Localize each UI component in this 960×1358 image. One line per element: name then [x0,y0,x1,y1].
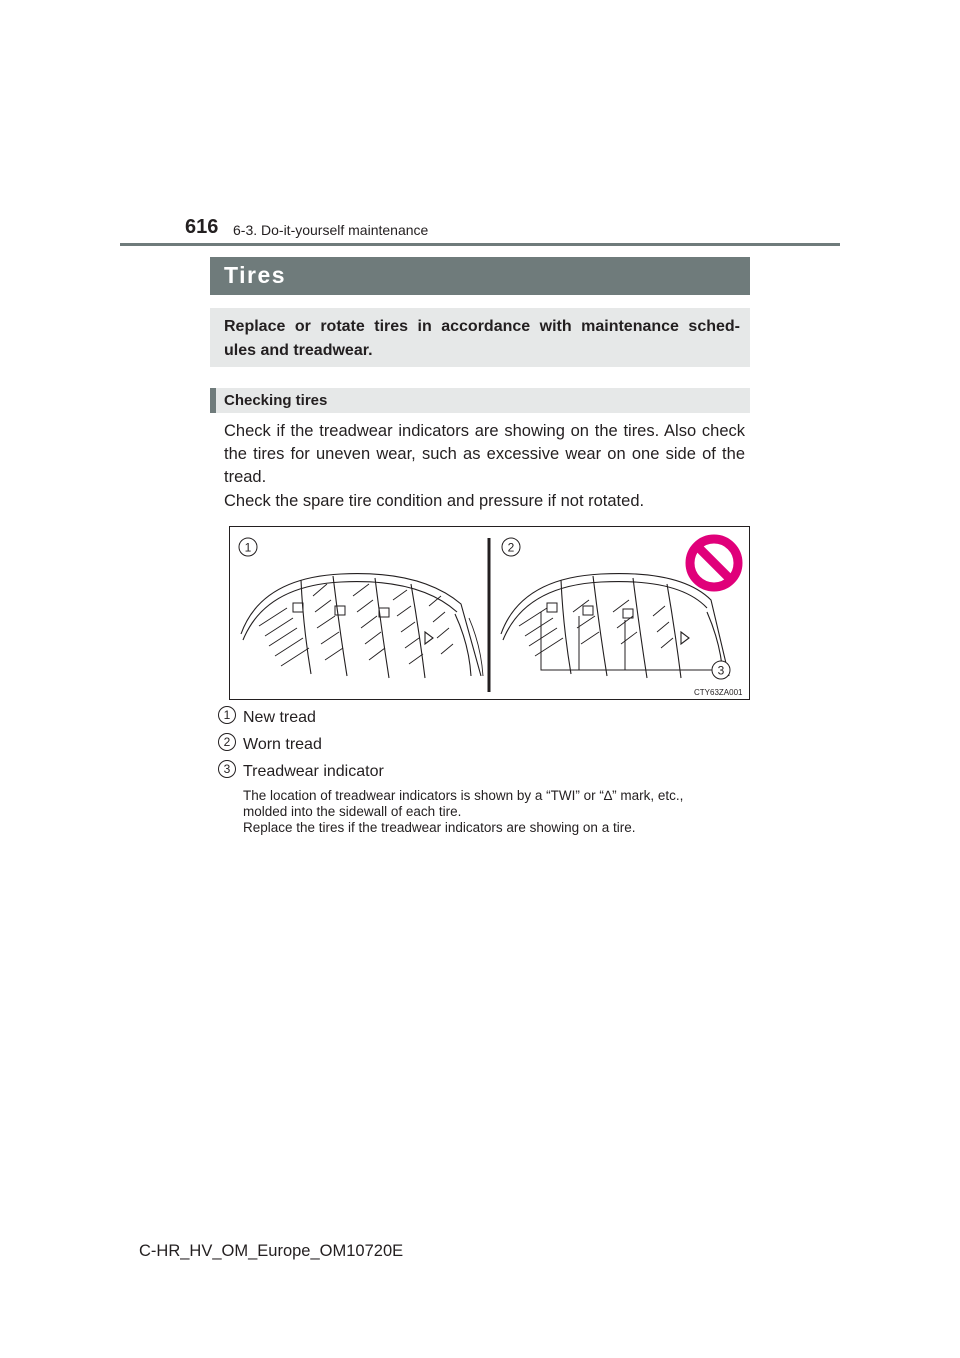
section-title: 6-3. Do-it-yourself maintenance [233,222,429,238]
tire-tread-figure [229,526,750,700]
callout-3-label: 3 [717,663,725,678]
footer-document-code: C-HR_HV_OM_Europe_OM10720E [139,1242,404,1260]
callout-3 [712,661,730,679]
body-text-line-4: Check the spare tire condition and pressure if not rotated. [224,492,645,510]
subheading-accent [210,388,216,413]
body-text-line-3: tread. [224,468,267,486]
body-text-line-1: Check if the treadwear indicators are showing on the tires. Also check [224,422,745,440]
page-title: Tires [224,262,287,288]
note-text [243,788,748,836]
legend-label-treadwear-indicator: Treadwear indicator [243,763,384,780]
callout-1-label: 1 [244,540,252,555]
page-number: 616 [185,216,219,238]
legend-number-2: 2 [218,733,236,751]
note-line-3: Replace the tires if the treadwear indicators are showing on a tire. [243,820,636,835]
callout-2-label: 2 [507,540,515,555]
subheading: Checking tires [224,392,328,409]
legend-label-new-tread: New tread [243,709,316,726]
title-bar [210,257,750,295]
legend-label-worn-tread: Worn tread [243,736,322,753]
figure-code: CTY63ZA001 [694,688,743,697]
note-line-2: molded into the sidewall of each tire. [243,804,462,819]
intro-text-line-1: Replace or rotate tires in accordance with maintenance sched- [224,318,740,335]
header-rule [120,243,840,246]
note-line-1: The location of treadwear indicators is shown by a “TWI” or “∆” mark, etc., [243,788,684,803]
intro-text-line-2: ules and treadwear. [224,342,373,359]
legend-number-1: 1 [218,706,236,724]
body-text-line-2: the tires for uneven wear, such as excessive wear on one side of the [224,445,745,463]
legend-number-3: 3 [218,760,236,778]
